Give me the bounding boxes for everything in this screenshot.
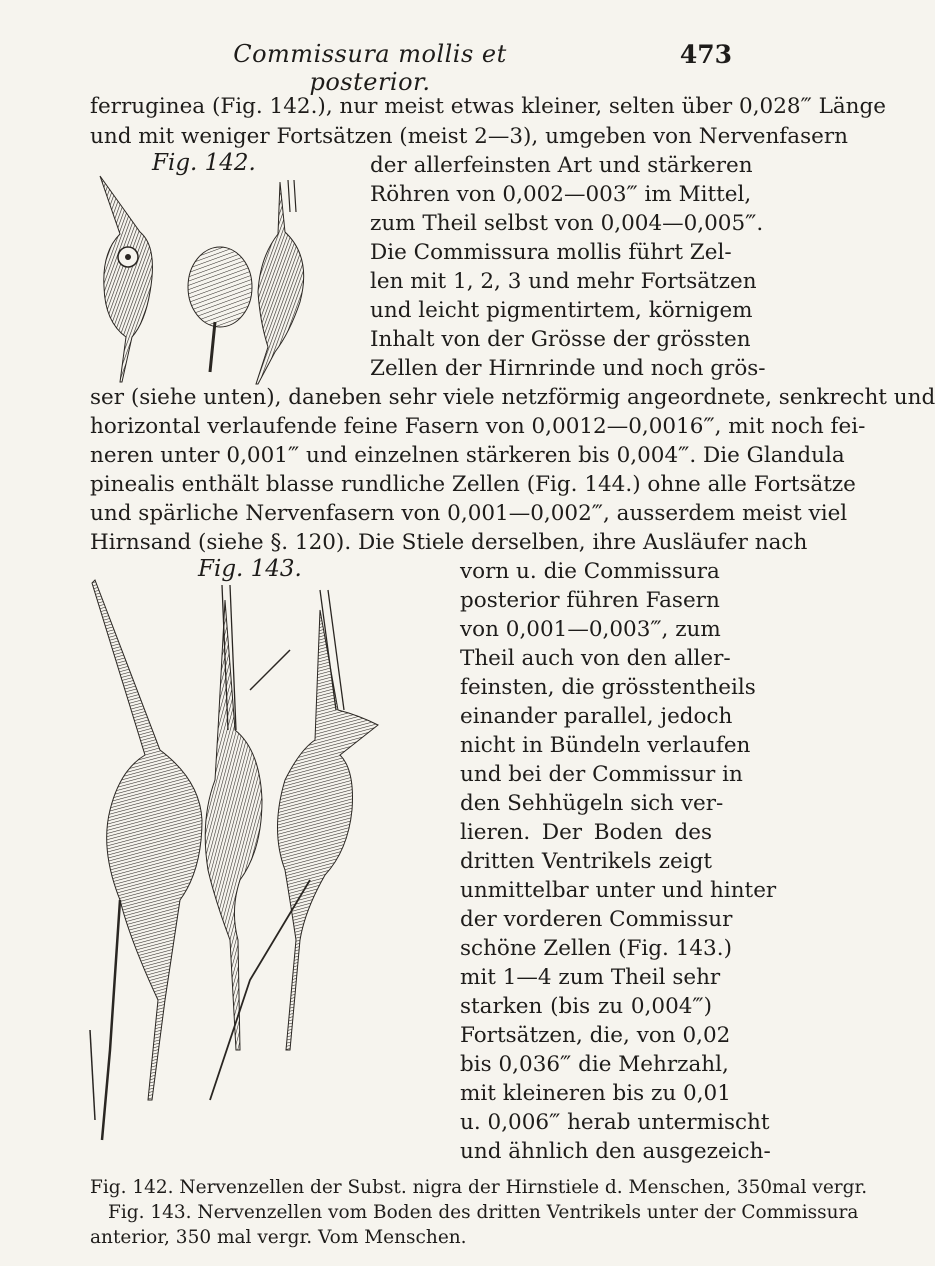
text-line: der vorderen Commissur: [460, 907, 733, 932]
text-line: pinealis enthält blasse rundliche Zellen (Fig. 144.) ohne alle Fortsätze: [90, 472, 856, 497]
text-line: Theil auch von den aller-: [460, 646, 731, 671]
figure-143-illustration: [90, 580, 455, 1170]
text-line: vorn u. die Commissura: [460, 559, 720, 584]
nerve-cell-drawing: [90, 580, 202, 1140]
text-line: dritten Ventrikels zeigt: [460, 849, 712, 874]
text-line: Hirnsand (siehe §. 120). Die Stiele derselben, ihre Ausläufer nach: [90, 530, 808, 555]
text-line: den Sehhügeln sich ver-: [460, 791, 724, 816]
text-line: u. 0,006‴ herab untermischt: [460, 1110, 770, 1135]
page-number: 473: [679, 40, 732, 69]
text-line: bis 0,036‴ die Mehrzahl,: [460, 1052, 729, 1077]
nerve-cell-drawing: [188, 247, 252, 372]
text-line: Inhalt von der Grösse der grössten: [370, 327, 751, 352]
text-line: ferruginea (Fig. 142.), nur meist etwas kleiner, selten über 0,028‴ Länge: [90, 94, 887, 119]
text-line: mit 1—4 zum Theil sehr: [460, 965, 721, 990]
text-line: und mit weniger Fortsätzen (meist 2—3), umgeben von Nervenfasern: [90, 124, 848, 149]
running-title: Commissura mollis et posterior.: [233, 40, 507, 96]
text-line: lieren. Der Boden des: [460, 820, 712, 845]
figure-caption: anterior, 350 mal vergr. Vom Menschen.: [90, 1227, 467, 1248]
text-line: Zellen der Hirnrinde und noch grös-: [370, 356, 766, 381]
text-line: Fortsätzen, die, von 0,02: [460, 1023, 731, 1048]
text-line: len mit 1, 2, 3 und mehr Fortsätzen: [370, 269, 757, 294]
text-line: Die Commissura mollis führt Zel-: [370, 240, 732, 265]
text-line: und leicht pigmentirtem, körnigem: [370, 298, 753, 323]
text-line: neren unter 0,001‴ und einzelnen stärkeren bis 0,004‴. Die Glandula: [90, 443, 845, 468]
nerve-cell-drawing: [205, 585, 290, 1050]
text-line: mit kleineren bis zu 0,01: [460, 1081, 731, 1106]
text-line: und bei der Commissur in: [460, 762, 743, 787]
text-line: horizontal verlaufende feine Fasern von 0,0012—0,0016‴, mit noch fei-: [90, 414, 866, 439]
text-line: feinsten, die grösstentheils: [460, 675, 756, 700]
figure-142-illustration: [90, 172, 370, 387]
text-line: posterior führen Fasern: [460, 588, 720, 613]
text-line: ser (siehe unten), daneben sehr viele netzförmig angeordnete, senkrecht und: [90, 385, 935, 410]
figure-143-label: Fig. 143.: [198, 556, 302, 582]
figure-caption: Fig. 143. Nervenzellen vom Boden des dritten Ventrikels unter der Commissura: [108, 1202, 859, 1223]
figure-142-label: Fig. 142.: [152, 150, 256, 176]
text-line: unmittelbar unter und hinter: [460, 878, 777, 903]
text-line: von 0,001—0,003‴, zum: [460, 617, 721, 642]
text-line: starken (bis zu 0,004‴): [460, 994, 712, 1019]
page-header: [0, 40, 800, 96]
figure-caption: Fig. 142. Nervenzellen der Subst. nigra der Hirnstiele d. Menschen, 350mal vergr.: [90, 1177, 868, 1198]
text-line: schöne Zellen (Fig. 143.): [460, 936, 732, 961]
text-line: nicht in Bündeln verlaufen: [460, 733, 751, 758]
text-line: der allerfeinsten Art und stärkeren: [370, 153, 753, 178]
text-line: zum Theil selbst von 0,004—0,005‴.: [370, 211, 764, 236]
nerve-cell-drawing: [256, 180, 304, 384]
text-line: und ähnlich den ausgezeich-: [460, 1139, 771, 1164]
text-line: Röhren von 0,002—003‴ im Mittel,: [370, 182, 752, 207]
text-line: einander parallel, jedoch: [460, 704, 733, 729]
text-line: und spärliche Nervenfasern von 0,001—0,002‴, ausserdem meist viel: [90, 501, 848, 526]
nerve-cell-drawing: [100, 176, 152, 382]
